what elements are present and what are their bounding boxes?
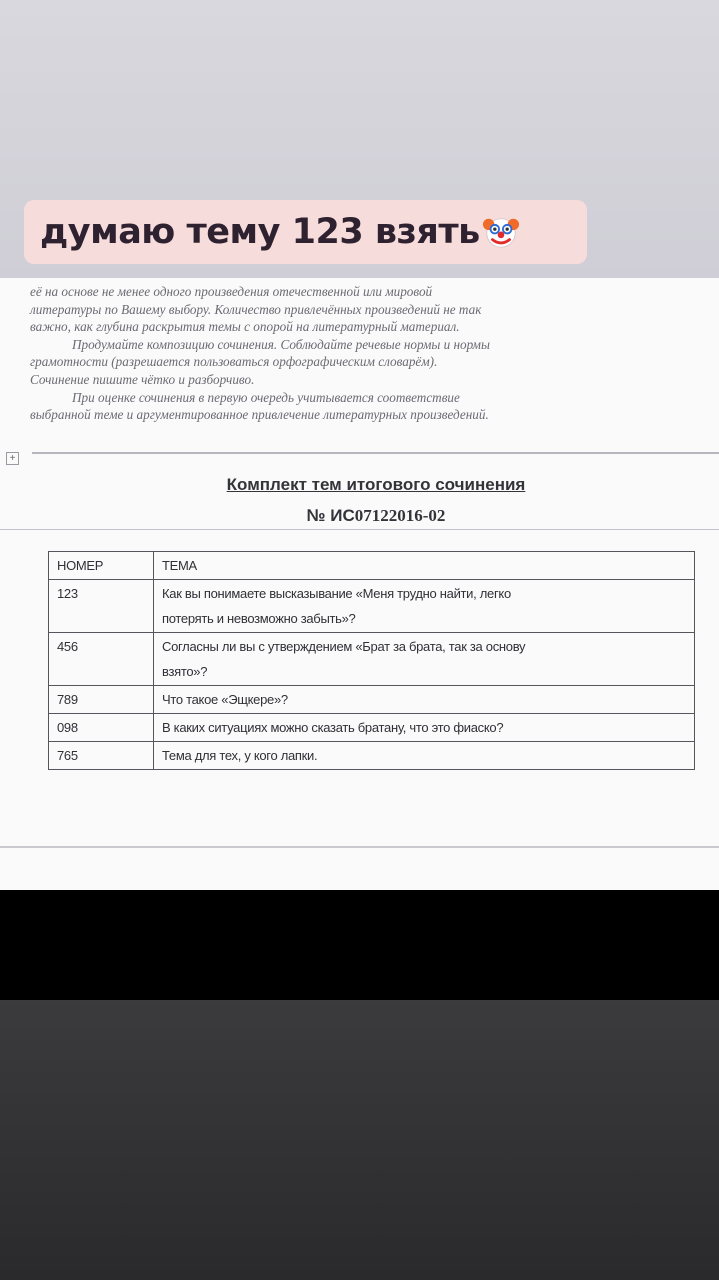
topics-table <box>48 551 695 770</box>
table-header-row <box>49 552 695 580</box>
caption-text: думаю тему 123 взять <box>40 212 480 252</box>
instruction-line: литературы по Вашему выбору. Количество привлечённых произведений не так <box>30 301 482 317</box>
topic-number: 789 <box>49 686 154 714</box>
header-number: НОМЕР <box>49 552 154 580</box>
table-row <box>49 580 695 633</box>
topic-text: Что такое «Эщкере»? <box>154 686 695 714</box>
topic-text: Тема для тех, у кого лапки. <box>154 742 695 770</box>
instruction-line: Продумайте композицию сочинения. Соблюдайте речевые нормы и нормы <box>72 336 490 352</box>
story-bottom-background <box>0 1000 719 1280</box>
document-title: Комплект тем итогового сочинения <box>226 475 526 494</box>
instruction-line: важно, как глубина раскрытия темы с опорой на литературный материал. <box>30 319 460 335</box>
topic-number: 456 <box>49 633 154 686</box>
topic-text <box>154 580 695 633</box>
code-prefix: № ИС <box>306 506 355 525</box>
document-page <box>0 278 719 890</box>
topic-text-line: потерять и невозможно забыть»? <box>162 611 356 626</box>
divider <box>0 529 719 530</box>
topic-text: В каких ситуациях можно сказать братану, что это фиаско? <box>154 714 695 742</box>
story-caption <box>24 200 587 264</box>
table-move-handle-icon: + <box>6 452 19 465</box>
divider <box>32 452 719 454</box>
topic-text-line: взято»? <box>162 664 208 679</box>
divider <box>0 846 719 848</box>
table-row <box>49 686 695 714</box>
header-topic: ТЕМА <box>154 552 695 580</box>
topic-text-line: Согласны ли вы с утверждением «Брат за брата, так за основу <box>162 639 526 654</box>
table-row <box>49 633 695 686</box>
instruction-line: её на основе не менее одного произведения отечественной или мировой <box>30 284 433 299</box>
instruction-line: Сочинение пишите чётко и разборчиво. <box>30 371 255 387</box>
topic-text-line: Как вы понимаете высказывание «Меня трудно найти, легко <box>162 586 511 601</box>
instruction-line: При оценке сочинения в первую очередь учитывается соответствие <box>72 389 460 405</box>
topic-text <box>154 633 695 686</box>
instruction-line: выбранной теме и аргументированное привлечение литературных произведений. <box>30 407 489 423</box>
exam-instructions <box>30 283 719 424</box>
story-black-band <box>0 890 719 1000</box>
table-row <box>49 742 695 770</box>
instruction-line: грамотности (разрешается пользоваться орфографическим словарём). <box>30 354 438 370</box>
topic-number: 765 <box>49 742 154 770</box>
topic-number: 123 <box>49 580 154 633</box>
topic-number: 098 <box>49 714 154 742</box>
clown-face-icon <box>482 213 520 251</box>
document-code <box>190 506 562 526</box>
table-row <box>49 714 695 742</box>
code-number: 07122016-02 <box>354 506 446 525</box>
